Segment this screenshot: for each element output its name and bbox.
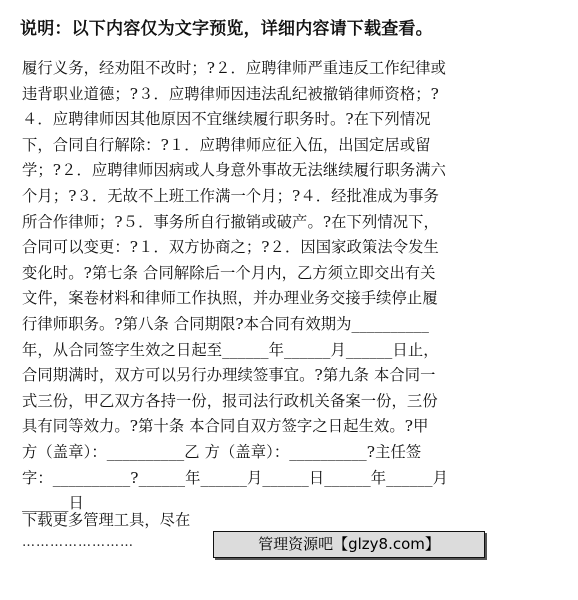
document-line: 下，合同自行解除：?１．应聘律师应征入伍，出国定居或留 [22,135,431,154]
document-line: ４．应聘律师因其他原因不宜继续履行职务时。?在下列情况 [22,110,431,129]
dotted-leader: …………………… [22,535,134,550]
document-line: 式三份，甲乙双方各持一份，报司法行政机关备案一份，三份 [22,391,438,410]
preview-notice: 说明：以下内容仅为文字预览，详细内容请下载查看。 [20,19,433,39]
document-line: 所合作律师；?５．事务所自行撤销或破产。?在下列情况下， [22,212,439,231]
document-line: 学；?２．应聘律师因病或人身意外事故无法继续履行职务满六 [22,161,447,180]
document-line: 合同可以变更：?１．双方协商之；?２．因国家政策法令发生 [22,238,439,257]
document-line: 行律师职务。?第八条 合同期限?本合同有效期为__________ [22,314,429,333]
document-line: ______日 [22,494,84,513]
document-line: 方（盖章）：__________乙 方（盖章）：__________?主任签 [22,442,422,461]
document-line: 年，从合同签字生效之日起至______年______月______日止， [22,340,439,359]
document-line: 具有同等效力。?第十条 本合同自双方签字之日起生效。?甲 [22,417,429,436]
document-line: 变化时。?第七条 合同解除后一个月内，乙方须立即交出有关 [22,263,436,282]
document-line: 履行义务，经劝阻不改时；?２．应聘律师严重违反工作纪律或 [22,59,447,77]
document-line: 个月；?３．无故不上班工作满一个月；?４．经批准成为事务 [22,186,439,205]
document-line: 字：__________?______年______月______日______年______月 [22,468,449,487]
document-line: 合同期满时，双方可以另行办理续签事宜。?第九条 本合同一 [22,366,436,385]
site-link-badge[interactable]: 管理资源吧【glzy8.com】 [213,531,485,558]
document-body [22,56,558,517]
download-more-text: 下载更多管理工具，尽在 [22,511,191,529]
document-line: 违背职业道德；?３．应聘律师因违法乱纪被撤销律师资格；? [22,84,439,103]
document-line: 文件，案卷材料和律师工作执照，并办理业务交接手续停止履 [22,289,438,308]
